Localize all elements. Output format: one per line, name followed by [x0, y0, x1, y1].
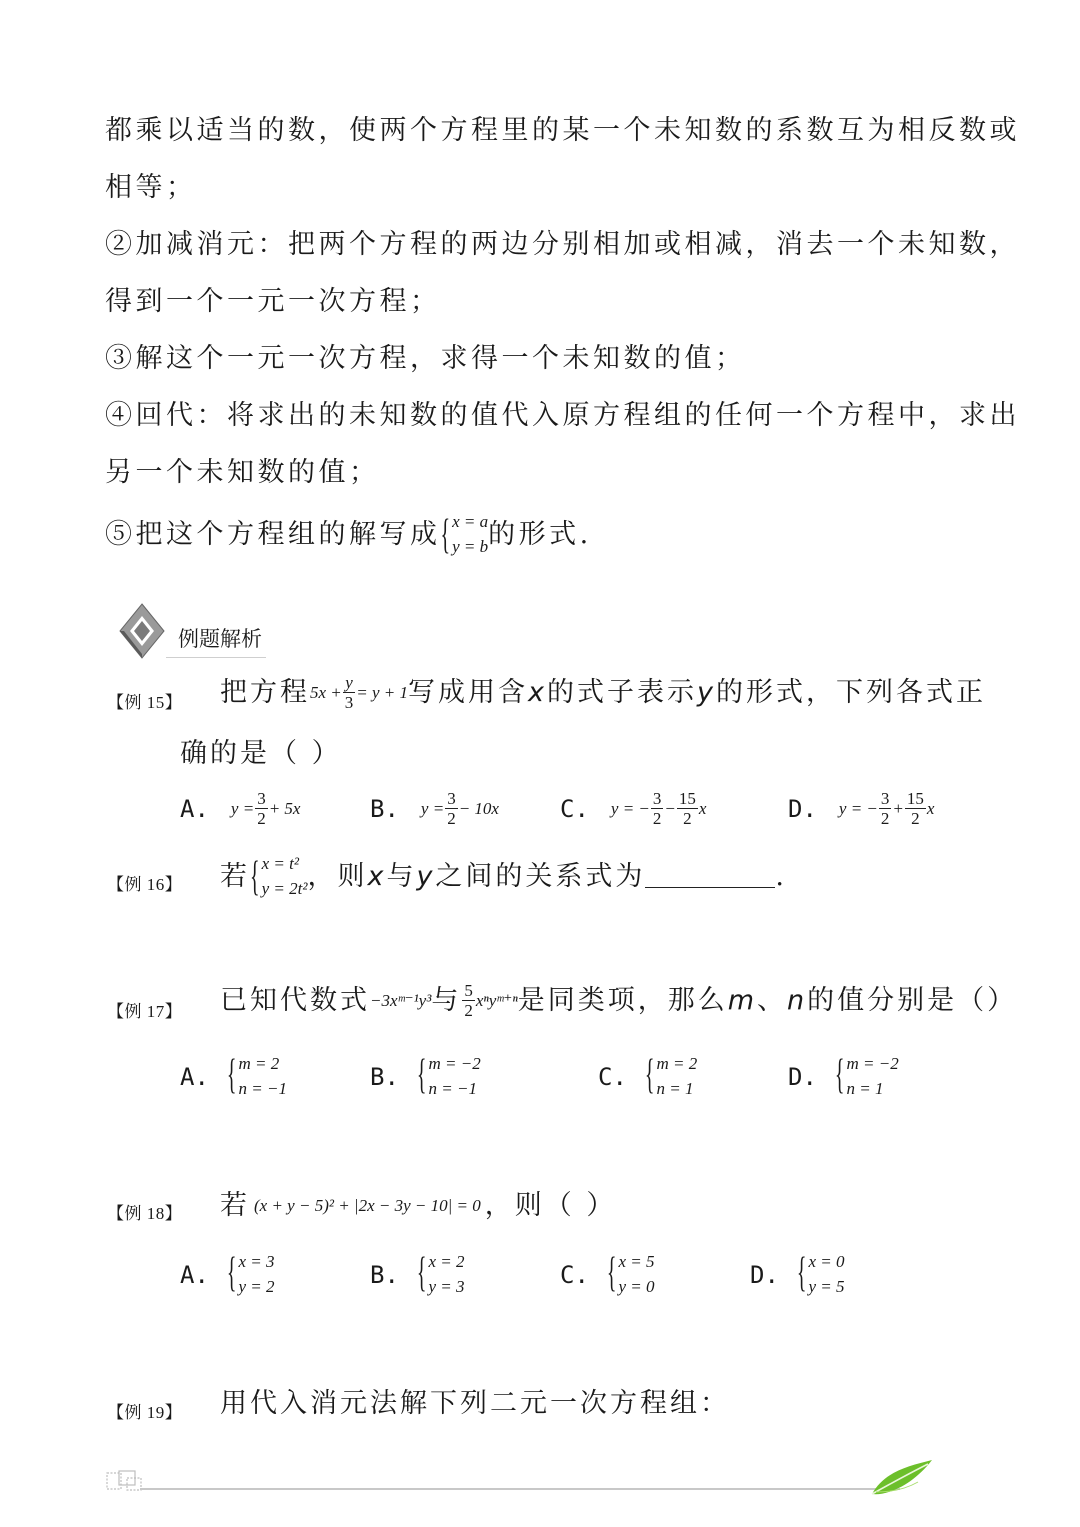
ex15-d-post: x — [926, 798, 935, 818]
example-18-question — [220, 1192, 616, 1219]
ex16-row-1: x = t² — [261, 854, 299, 873]
ex15-c-den2: 2 — [683, 809, 692, 828]
ex15-equation — [310, 674, 408, 711]
ex17-post: 是同类项，那么 — [517, 985, 728, 1016]
ex15-b-post: − 10x — [458, 798, 499, 818]
ex17-option-a[interactable]: A. { m = 2 n = −1 — [180, 1052, 287, 1101]
ex16-post2: 与 — [386, 861, 417, 893]
ex15-b-den: 2 — [447, 809, 456, 828]
ex15-option-d[interactable] — [788, 790, 934, 827]
ex15-var-y: y — [697, 677, 716, 708]
ex16-row-2: y = 2t² — [261, 878, 308, 898]
ex16-end: . — [775, 861, 788, 893]
ex17-d-row-1: m = −2 — [846, 1054, 899, 1073]
ex18-d-row-2: y = 5 — [808, 1276, 845, 1296]
ex17-post2: 的值分别是（） — [807, 985, 1018, 1016]
option-label: B. — [370, 794, 399, 823]
ex18-pre: 若 — [220, 1190, 250, 1221]
ex16-var-x: x — [367, 861, 387, 893]
ex17-a-row-1: m = 2 — [238, 1054, 280, 1073]
option-label: A. — [180, 1062, 209, 1091]
option-label: C. — [560, 1260, 589, 1289]
ex16-post3: 之间的关系式为 — [435, 861, 646, 893]
option-label: B. — [370, 1062, 399, 1091]
section-title: 例题解析 — [178, 627, 262, 651]
step-4-line-1: ④回代：将求出的未知数的值代入原方程组的任何一个方程中，求出 — [105, 400, 1020, 431]
ex15-b-num: 3 — [447, 789, 456, 808]
ex15-post: 的形式，下列各式正 — [716, 677, 986, 708]
ex18-d-row-1: x = 0 — [808, 1252, 845, 1271]
step-5 — [105, 510, 592, 559]
example-17-question — [220, 982, 1017, 1019]
ex15-d-mid: + — [892, 798, 904, 818]
ex17-option-d[interactable]: D. { m = −2 n = 1 — [788, 1052, 899, 1101]
example-18-tag: 【例 18】 — [107, 1204, 183, 1223]
ex15-c-num2: 15 — [678, 789, 696, 808]
ex15-d-num2: 15 — [906, 789, 924, 808]
ex15-d-den2: 2 — [911, 809, 920, 828]
ex17-c-row-1: m = 2 — [656, 1054, 698, 1073]
ex17-b-row-2: n = −1 — [428, 1078, 477, 1098]
ex17-d-row-2: n = 1 — [846, 1078, 884, 1098]
ex17-var-n: n — [787, 985, 808, 1016]
ex16-system — [250, 852, 307, 901]
ex17-term-1: −3xᵐ⁻¹y³ — [370, 991, 432, 1010]
example-17-tag: 【例 17】 — [107, 1002, 183, 1021]
ex15-pre: 把方程 — [220, 677, 310, 708]
ex15-b-pre: y = — [420, 798, 445, 818]
ex17-c-row-2: n = 1 — [656, 1078, 694, 1098]
ex17-pre: 已知代数式 — [220, 985, 370, 1016]
ex17-term-2: xⁿyᵐ⁺ⁿ — [475, 991, 518, 1010]
ex18-option-c[interactable]: C. { x = 5 y = 0 — [560, 1250, 655, 1299]
step-5-prefix: ⑤把这个方程组的解写成 — [105, 519, 441, 551]
ex17-sep: 、 — [757, 985, 788, 1016]
example-15-line-2: 确的是（ ） — [180, 738, 342, 769]
section-underline — [166, 657, 266, 658]
step-2-line-1: ②加减消元：把两个方程的两边分别相加或相减，消去一个未知数， — [105, 229, 1020, 260]
example-19-question: 用代入消元法解下列二元一次方程组： — [220, 1388, 730, 1419]
ex16-pre: 若 — [220, 861, 250, 893]
ex15-d-pre: y = − — [838, 798, 878, 818]
leaf-icon — [868, 1456, 938, 1500]
ex18-b-row-2: y = 3 — [428, 1276, 465, 1296]
ex15-a-post: + 5x — [268, 798, 301, 818]
intro-line-1: 都乘以适当的数，使两个方程里的某一个未知数的系数互为相反数或 — [105, 115, 1020, 146]
option-label: D. — [750, 1260, 779, 1289]
ex15-a-den: 2 — [257, 809, 266, 828]
ex16-post1: ，则 — [307, 861, 368, 893]
ex18-a-row-2: y = 2 — [238, 1276, 275, 1296]
ex17-option-c[interactable]: C. { m = 2 n = 1 — [598, 1052, 697, 1101]
option-label: A. — [180, 1260, 209, 1289]
option-label: D. — [788, 794, 817, 823]
left-brace: { — [440, 511, 451, 558]
option-label: D. — [788, 1062, 817, 1091]
ex16-var-y: y — [416, 861, 436, 893]
step-5-suffix: 的形式. — [488, 519, 592, 551]
ex15-mid: 写成用含 — [408, 677, 529, 708]
ex15-c-den1: 2 — [652, 809, 662, 828]
ex17-num: 5 — [464, 981, 473, 1000]
ex17-den: 2 — [464, 1001, 473, 1020]
step-3: ③解这个一元一次方程，求得一个未知数的值； — [105, 343, 746, 374]
ex17-var-m: m — [727, 985, 758, 1016]
ex15-eq-b: = y + 1 — [356, 683, 409, 702]
example-16-question — [220, 852, 787, 901]
answer-blank[interactable] — [645, 865, 775, 888]
step-2-line-2: 得到一个一元一次方程； — [105, 286, 441, 317]
ex15-option-b[interactable] — [370, 790, 499, 827]
ex15-eq-den: 3 — [344, 693, 354, 712]
intro-line-2: 相等； — [105, 172, 197, 203]
ex15-eq-a: 5x + — [310, 683, 342, 702]
ex17-mid: 与 — [431, 985, 462, 1016]
option-label: A. — [180, 794, 209, 823]
section-diamond-icon — [118, 602, 166, 660]
system-row-2: y = b — [452, 536, 489, 556]
ex15-option-a[interactable] — [180, 790, 300, 827]
ex18-option-d[interactable]: D. { x = 0 y = 5 — [750, 1250, 845, 1299]
ex17-a-row-2: n = −1 — [238, 1078, 287, 1098]
ex15-eq-frac — [343, 674, 356, 711]
ex15-d-num1: 3 — [880, 789, 890, 808]
ex15-eq-num: y — [345, 673, 353, 692]
ex15-a-pre: y = — [230, 798, 255, 818]
ex15-c-post: x — [698, 798, 707, 818]
example-15-tag: 【例 15】 — [107, 693, 183, 712]
ex17-b-row-1: m = −2 — [428, 1054, 481, 1073]
ex15-c-num1: 3 — [652, 789, 662, 808]
system-row-1: x = a — [452, 512, 489, 531]
ex15-var-x: x — [528, 677, 548, 708]
ex15-mid2: 的式子表示 — [547, 677, 698, 708]
example-15-question — [220, 674, 986, 711]
left-brace: { — [250, 853, 260, 900]
example-16-tag: 【例 16】 — [107, 875, 183, 894]
ex15-option-c[interactable] — [560, 790, 706, 827]
ex15-d-den1: 2 — [880, 809, 890, 828]
ex15-a-num: 3 — [257, 789, 266, 808]
ex15-c-mid: − — [664, 798, 676, 818]
ex18-option-b[interactable]: B. { x = 2 y = 3 — [370, 1250, 465, 1299]
ex17-option-b[interactable]: B. { m = −2 n = −1 — [370, 1052, 481, 1101]
solution-form-system — [441, 510, 489, 559]
ex18-option-a[interactable]: A. { x = 3 y = 2 — [180, 1250, 275, 1299]
ex15-c-pre: y = − — [610, 798, 650, 818]
option-label: C. — [598, 1062, 627, 1091]
example-19-tag: 【例 19】 — [107, 1403, 183, 1422]
option-label: C. — [560, 794, 589, 823]
ex18-a-row-1: x = 3 — [238, 1252, 275, 1271]
option-label: B. — [370, 1260, 399, 1289]
step-4-line-2: 另一个未知数的值； — [105, 457, 380, 488]
ex18-c-row-2: y = 0 — [618, 1276, 655, 1296]
ex18-c-row-1: x = 5 — [618, 1252, 655, 1271]
ex18-post: ，则（ ） — [484, 1190, 617, 1221]
ex18-b-row-1: x = 2 — [428, 1252, 465, 1271]
footer-rule — [140, 1488, 900, 1490]
ex18-expression: (x + y − 5)² + |2x − 3y − 10| = 0 — [254, 1196, 481, 1215]
